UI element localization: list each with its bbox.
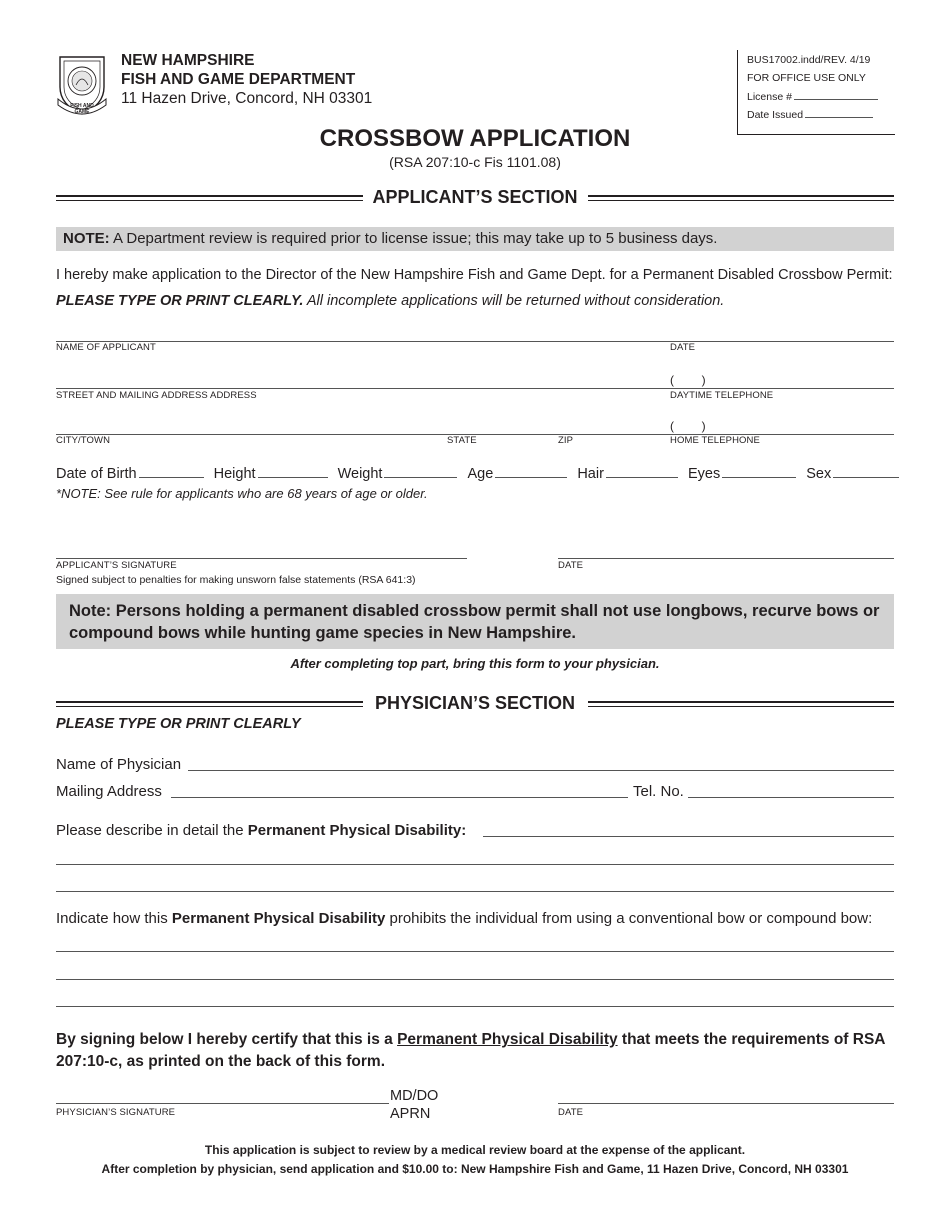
sex-label: Sex	[806, 466, 832, 482]
crossbow-warning-banner: Note: Persons holding a permanent disabled crossbow permit shall not use longbows, recurve bows or compound bows while hunting game species in New Hampshire.	[56, 594, 894, 649]
indicate-bold: Permanent Physical Disability	[171, 910, 386, 927]
dob-label: Date of Birth	[56, 466, 137, 482]
physician-name-input[interactable]	[188, 770, 894, 771]
city-state-zip-input[interactable]	[56, 434, 670, 435]
day-phone-paren: ( )	[670, 373, 706, 387]
physician-tel-input[interactable]	[688, 797, 894, 798]
form-subtitle: (RSA 207:10-c Fis 1101.08)	[389, 154, 561, 170]
office-use-box	[737, 50, 895, 135]
height-label: Height	[213, 466, 256, 482]
md-do-label: MD/DO	[390, 1088, 439, 1104]
daytime-telephone-input[interactable]	[670, 388, 894, 389]
org-address: 11 Hazen Drive, Concord, NH 03301	[121, 90, 373, 107]
city-label: CITY/TOWN	[56, 435, 111, 446]
applicant-name-label: NAME OF APPLICANT	[56, 342, 156, 353]
physician-certification	[56, 1029, 894, 1073]
bring-form-instruction: After completing top part, bring this form to your physician.	[290, 656, 660, 671]
physician-mailing-label: Mailing Address	[56, 783, 162, 800]
certify-post: that meets the requirements of RSA 207:10-c, as printed on the back of this form.	[56, 1031, 885, 1070]
indicate-pre: Indicate how this	[56, 910, 172, 927]
indicate-disability-input-1[interactable]	[56, 951, 894, 952]
physician-mailing-input[interactable]	[171, 797, 628, 798]
eyes-label: Eyes	[687, 466, 721, 482]
certify-underlined: Permanent Physical Disability	[397, 1031, 618, 1048]
date-issued-label: Date Issued	[747, 109, 804, 121]
indicate-disability-input-2[interactable]	[56, 979, 894, 980]
eyes-input[interactable]	[722, 477, 796, 478]
weight-input[interactable]	[384, 477, 457, 478]
review-note-bold: NOTE:	[63, 230, 110, 247]
signature-penalty-note: Signed subject to penalties for making unsworn false statements (RSA 641:3)	[56, 574, 416, 586]
date-issued-field[interactable]	[747, 109, 875, 121]
section-rule-left	[56, 195, 363, 201]
home-telephone-label: HOME TELEPHONE	[670, 435, 760, 446]
indicate-post: prohibits the individual from using a conventional bow or compound bow:	[385, 910, 873, 927]
age-input[interactable]	[495, 477, 567, 478]
describe-disability-input-2[interactable]	[56, 864, 894, 865]
describe-pre: Please describe in detail the	[56, 822, 248, 839]
org-name-line2: FISH AND GAME DEPARTMENT	[121, 71, 356, 88]
age-label: Age	[467, 466, 494, 482]
applicant-signature-date-input[interactable]	[558, 558, 894, 559]
footer-review-note: This application is subject to review by a medical review board at the expense of the applicant.	[204, 1143, 746, 1157]
license-label: License #	[747, 91, 792, 103]
org-name-line1: NEW HAMPSHIRE	[121, 52, 255, 69]
physician-date-input[interactable]	[558, 1103, 894, 1104]
physical-description-row	[56, 466, 894, 482]
physician-signature-label: PHYSICIAN’S SIGNATURE	[56, 1107, 176, 1118]
office-use-only: FOR OFFICE USE ONLY	[747, 72, 866, 84]
sex-input[interactable]	[833, 477, 899, 478]
print-clearly-bold: PLEASE TYPE OR PRINT CLEARLY.	[56, 293, 304, 309]
physician-name-label: Name of Physician	[56, 756, 182, 773]
applicant-signature-input[interactable]	[56, 558, 467, 559]
describe-bold: Permanent Physical Disability:	[247, 822, 467, 839]
applicant-name-input[interactable]	[56, 341, 894, 342]
applicant-section-title: APPLICANT’S SECTION	[372, 187, 578, 207]
street-address-label: STREET AND MAILING ADDRESS ADDRESS	[56, 390, 257, 401]
physician-print-clearly: PLEASE TYPE OR PRINT CLEARLY	[56, 716, 301, 732]
street-address-input[interactable]	[56, 388, 670, 389]
review-note-text: A Department review is required prior to license issue; this may take up to 5 business days.	[109, 230, 718, 247]
department-seal	[55, 53, 109, 117]
print-clearly-rest: All incomplete applications will be returned without consideration.	[303, 293, 725, 309]
footer-mailing-instructions: After completion by physician, send application and $10.00 to: New Hampshire Fish and Game, 11 Hazen Drive, Concord, NH 03301	[101, 1162, 849, 1176]
daytime-telephone-label: DAYTIME TELEPHONE	[670, 390, 774, 401]
physician-tel-label: Tel. No.	[633, 783, 684, 800]
state-label: STATE	[447, 435, 477, 446]
describe-disability-input-3[interactable]	[56, 891, 894, 892]
review-note-banner	[56, 227, 894, 251]
indicate-disability-prompt	[56, 910, 872, 927]
applicant-signature-label: APPLICANT’S SIGNATURE	[56, 560, 177, 571]
dob-input[interactable]	[139, 477, 204, 478]
form-title: CROSSBOW APPLICATION	[319, 125, 631, 152]
section-rule-right	[588, 195, 894, 201]
form-revision: BUS17002.indd/REV. 4/19	[747, 54, 871, 66]
zip-label: ZIP	[558, 435, 574, 446]
describe-disability-input-1[interactable]	[483, 836, 894, 837]
physician-rule-left	[56, 701, 363, 707]
certify-pre: By signing below I hereby certify that this is a	[56, 1031, 398, 1048]
applicant-date-label: DATE	[670, 342, 696, 353]
hair-label: Hair	[577, 466, 604, 482]
describe-disability-prompt	[56, 822, 466, 839]
applicant-signature-date-label: DATE	[558, 560, 584, 571]
home-phone-paren: ( )	[670, 419, 706, 433]
hair-input[interactable]	[606, 477, 678, 478]
physician-signature-input[interactable]	[56, 1103, 389, 1104]
age-note: *NOTE: See rule for applicants who are 68 years of age or older.	[56, 486, 428, 501]
height-input[interactable]	[258, 477, 328, 478]
license-number-field[interactable]	[747, 91, 880, 103]
physician-section-title: PHYSICIAN’S SECTION	[374, 693, 576, 713]
physician-date-label: DATE	[558, 1107, 584, 1118]
application-intro: I hereby make application to the Director of the New Hampshire Fish and Game Dept. for a Permanent Disabled Crossbow Permit:	[56, 267, 893, 283]
seal-text: FISH AND GAME	[70, 103, 94, 115]
physician-rule-right	[588, 701, 894, 707]
weight-label: Weight	[337, 466, 383, 482]
indicate-disability-input-3[interactable]	[56, 1006, 894, 1007]
print-clearly-instruction	[56, 293, 724, 309]
aprn-label: APRN	[390, 1106, 431, 1122]
